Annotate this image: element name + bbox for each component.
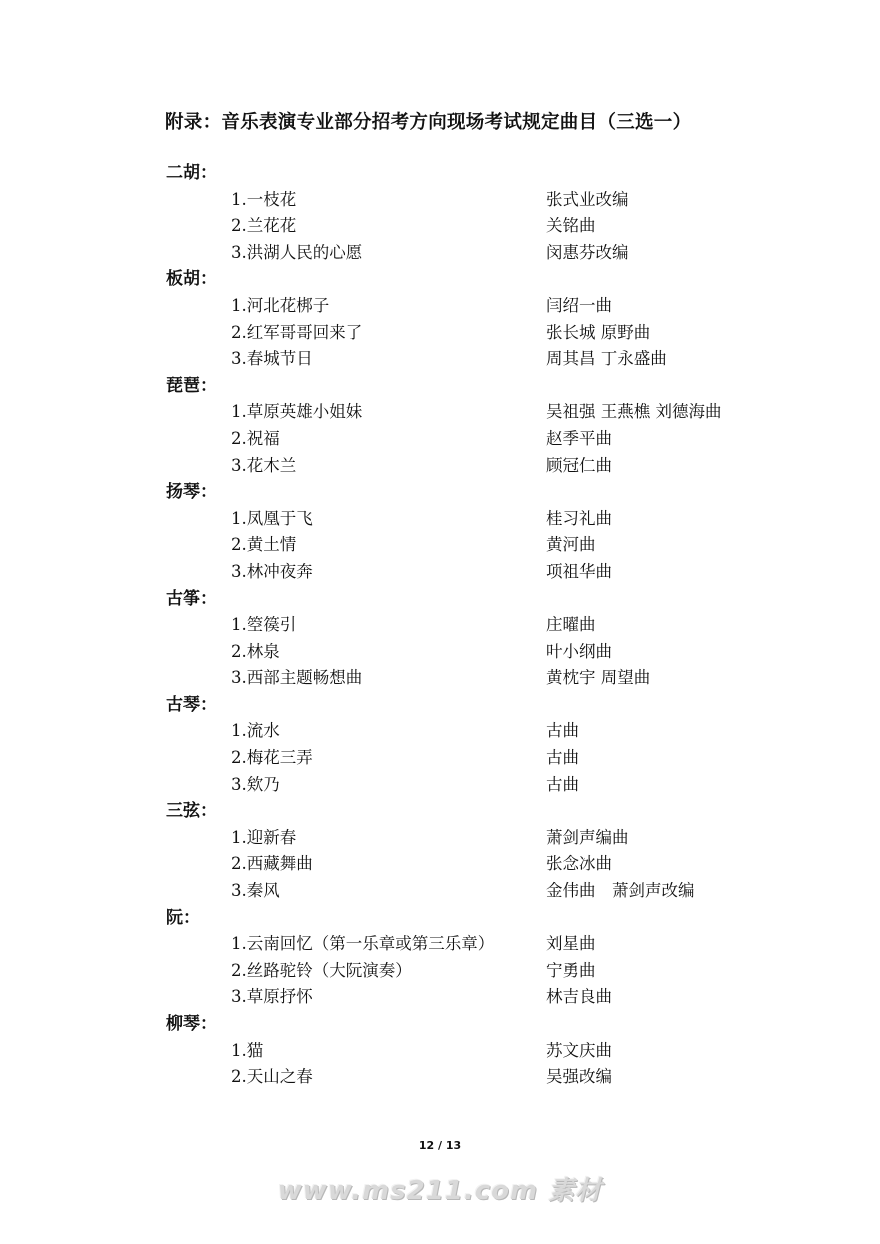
composer-credit: 周其昌 丁永盛曲 — [546, 349, 667, 369]
piece-row — [0, 1038, 880, 1065]
composer-credit: 闵惠芬改编 — [546, 242, 629, 262]
piece-row — [0, 320, 880, 347]
instrument-section — [0, 586, 880, 692]
piece-row — [0, 187, 880, 214]
composer-credit: 刘星曲 — [546, 934, 596, 954]
page-number: 12 / 13 — [418, 1139, 462, 1152]
composer-credit: 宁勇曲 — [546, 960, 596, 980]
instrument-heading: 柳琴： — [166, 1014, 217, 1034]
piece-title: 2.丝路驼铃（大阮演奏） — [231, 960, 412, 980]
composer-credit: 项祖华曲 — [546, 561, 612, 581]
composer-credit: 黄河曲 — [546, 535, 596, 555]
instrument-heading: 古琴： — [166, 694, 217, 715]
piece-title: 2.西藏舞曲 — [231, 854, 313, 874]
piece-title: 1.箜篌引 — [231, 615, 297, 635]
instrument-heading: 琵琶： — [166, 375, 217, 396]
piece-row — [0, 718, 880, 745]
piece-row — [0, 426, 880, 453]
instrument-section — [0, 160, 880, 266]
piece-row — [0, 346, 880, 373]
instrument-heading: 三弦： — [166, 801, 217, 822]
piece-row — [0, 958, 880, 985]
composer-credit: 叶小纲曲 — [546, 641, 612, 661]
composer-credit: 金伟曲 萧剑声改编 — [546, 881, 695, 901]
instrument-heading: 扬琴： — [166, 482, 217, 503]
piece-title: 3.草原抒怀 — [231, 987, 313, 1007]
composer-credit: 桂习礼曲 — [546, 508, 612, 528]
composer-credit: 张念冰曲 — [546, 854, 612, 874]
piece-title: 2.黄土情 — [231, 535, 297, 555]
piece-title: 1.草原英雄小姐妹 — [231, 402, 363, 422]
piece-row — [0, 293, 880, 320]
piece-title: 1.一枝花 — [231, 189, 297, 209]
composer-credit: 林吉良曲 — [546, 987, 612, 1007]
piece-row — [0, 1064, 880, 1091]
instrument-heading: 阮： — [166, 907, 200, 928]
piece-title: 2.兰花花 — [231, 216, 297, 236]
piece-title: 1.流水 — [231, 721, 280, 741]
piece-title: 1.云南回忆（第一乐章或第三乐章） — [231, 934, 495, 954]
instrument-heading: 二胡： — [166, 163, 217, 183]
composer-credit: 古曲 — [546, 748, 579, 768]
instrument-section — [0, 905, 880, 1011]
piece-row — [0, 639, 880, 666]
piece-row — [0, 878, 880, 905]
composer-credit: 古曲 — [546, 721, 579, 741]
piece-title: 3.欸乃 — [231, 774, 280, 794]
composer-credit: 庄曜曲 — [546, 615, 596, 635]
piece-row — [0, 532, 880, 559]
piece-title: 1.凤凰于飞 — [231, 508, 313, 528]
composer-credit: 赵季平曲 — [546, 428, 612, 448]
piece-title: 2.祝福 — [231, 428, 280, 448]
composer-credit: 吴祖强 王燕樵 刘德海曲 — [546, 402, 722, 422]
piece-title: 3.秦风 — [231, 881, 280, 901]
composer-credit: 吴强改编 — [546, 1067, 612, 1087]
composer-credit: 古曲 — [546, 774, 579, 794]
composer-credit: 苏文庆曲 — [546, 1040, 612, 1060]
instrument-section — [0, 373, 880, 479]
watermark: www.ms211.com 素材 — [277, 1176, 603, 1206]
piece-row — [0, 240, 880, 267]
piece-row — [0, 506, 880, 533]
composer-credit: 黄枕宇 周望曲 — [546, 668, 651, 688]
piece-row — [0, 665, 880, 692]
piece-title: 2.红军哥哥回来了 — [231, 322, 363, 342]
piece-title: 3.春城节日 — [231, 349, 313, 369]
piece-row — [0, 745, 880, 772]
composer-credit: 张式业改编 — [546, 189, 629, 209]
instrument-section — [0, 1011, 880, 1091]
page-title: 附录：音乐表演专业部分招考方向现场考试规定曲目（三选一） — [165, 112, 692, 133]
instrument-section — [0, 266, 880, 372]
instrument-heading: 古筝： — [166, 588, 217, 609]
piece-row — [0, 984, 880, 1011]
composer-credit: 顾冠仁曲 — [546, 455, 612, 475]
piece-row — [0, 612, 880, 639]
piece-title: 2.天山之春 — [231, 1067, 313, 1087]
piece-row — [0, 772, 880, 799]
composer-credit: 萧剑声编曲 — [546, 827, 629, 847]
piece-title: 2.梅花三弄 — [231, 748, 313, 768]
instrument-section — [0, 479, 880, 585]
piece-row — [0, 931, 880, 958]
repertoire-list — [0, 160, 880, 1091]
piece-title: 1.迎新春 — [231, 827, 297, 847]
instrument-section — [0, 798, 880, 904]
piece-row — [0, 825, 880, 852]
composer-credit: 张长城 原野曲 — [546, 322, 651, 342]
piece-title: 1.河北花梆子 — [231, 295, 330, 315]
piece-row — [0, 399, 880, 426]
instrument-heading: 板胡： — [166, 269, 217, 290]
piece-title: 3.林冲夜奔 — [231, 561, 313, 581]
piece-title: 3.花木兰 — [231, 455, 297, 475]
piece-title: 3.洪湖人民的心愿 — [231, 242, 363, 262]
piece-title: 3.西部主题畅想曲 — [231, 668, 363, 688]
instrument-section — [0, 692, 880, 798]
composer-credit: 闫绍一曲 — [546, 295, 612, 315]
piece-row — [0, 851, 880, 878]
composer-credit: 关铭曲 — [546, 216, 596, 236]
piece-title: 2.林泉 — [231, 641, 280, 661]
piece-row — [0, 453, 880, 480]
piece-row — [0, 559, 880, 586]
piece-row — [0, 213, 880, 240]
piece-title: 1.猫 — [231, 1040, 264, 1060]
